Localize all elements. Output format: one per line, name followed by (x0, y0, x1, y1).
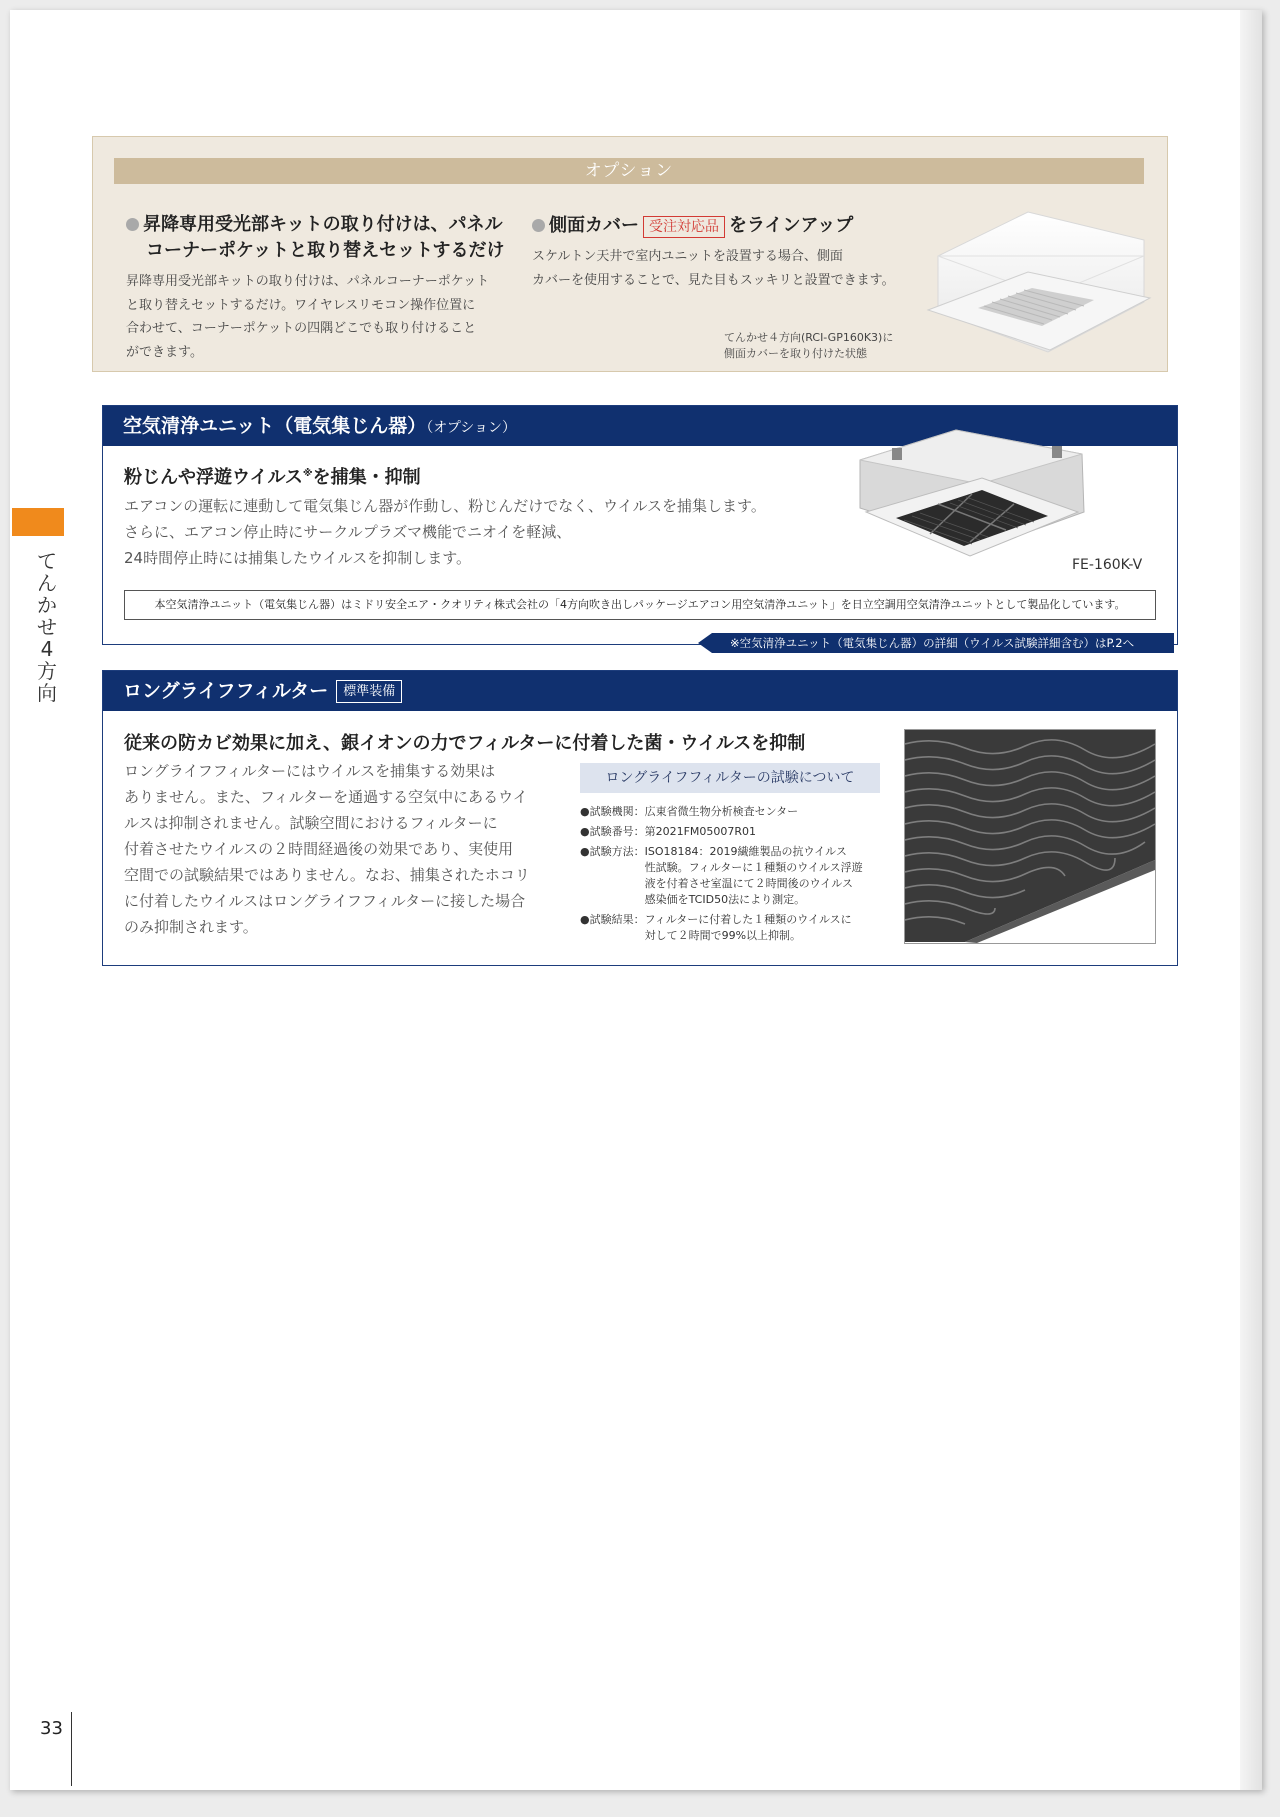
side-cover-caption: てんかせ４方向(RCI-GP160K3)に 側面カバーを取り付けた状態 (724, 331, 894, 360)
bullet-icon (532, 219, 545, 232)
option-left-heading: 昇降専用受光部キットの取り付けは、パネル (126, 212, 506, 238)
air-cleaner-body: エアコンの運転に連動して電気集じん器が作動し、粉じんだけでなく、ウイルスを捕集します。 さらに、エアコン停止時にサークルプラズマ機能でニオイを軽減、 24時間停止時には捕集したウイルスを抑制します。 (124, 497, 766, 567)
filter-test-list (580, 804, 890, 948)
option-right-heading: 側面カバー 受注対応品 をラインアップ (532, 213, 902, 239)
air-cleaner-unit-image (852, 424, 1092, 564)
page-number-rule (71, 1712, 72, 1786)
option-left-body: 昇降専用受光部キットの取り付けは、パネルコーナーポケット と取り替えセットするだけ。ワイヤレスリモコン操作位置に 合わせて、コーナーポケットの四隅どこでも取り付けること ができます。 (126, 274, 490, 360)
air-cleaner-note: 本空気清浄ユニット（電気集じん器）はミドリ安全エア・クオリティ株式会社の「4方向吹き出しパッケージエアコン用空気清浄ユニット」を日立空調用空気清浄ユニットとして製品化しています。 (124, 590, 1156, 620)
filter-image-frame (904, 729, 1156, 944)
filter-body: ロングライフフィルターにはウイルスを捕集する効果は ありません。また、フィルターを通過する空気中にあるウイ ルスは抑制されません。試験空間におけるフィルターに 付着させたウイルスの２時間経過後の効果であり、実使用 空間での試験結果ではありません。なお、捕集されたホコリ に付着したウイルスはロングライフフィルターに接した場合 のみ抑制されます。 (124, 762, 530, 936)
tab-char: ん (37, 571, 57, 595)
standard-badge: 標準装備 (336, 680, 402, 703)
test-row: ●試験番号： 第2021FM05007R01 (580, 825, 757, 838)
test-row: ●試験結果： フィルターに付着した１種類のウイルスに 対して２時間で99%以上抑制。 (580, 913, 852, 942)
side-cover-unit-image (918, 206, 1154, 356)
bullet-icon (126, 218, 139, 231)
test-row: ●試験機関： 広東省微生物分析検査センター (580, 805, 799, 818)
section-tab-marker (12, 508, 64, 536)
filter-header: ロングライフフィルター 標準装備 (103, 671, 1177, 711)
tab-char: 向 (37, 681, 57, 705)
made-to-order-badge: 受注対応品 (643, 216, 725, 238)
option-right-block (532, 213, 902, 292)
section-tab-label (32, 550, 62, 704)
option-left-block (126, 212, 506, 364)
option-right-body: スケルトン天井で室内ユニットを設置する場合、側面 カバーを使用することで、見た目もスッキリと設置できます。 (532, 249, 895, 288)
tab-char: せ (37, 615, 57, 639)
filter-test-title: ロングライフフィルターの試験について (580, 763, 880, 793)
air-cleaner-header: 空気清浄ユニット（電気集じん器）（オプション） (103, 406, 1177, 446)
page-number: 33 (40, 1718, 63, 1739)
page-edge (1240, 10, 1262, 1790)
option-left-heading-line2: コーナーポケットと取り替えセットするだけ (146, 240, 505, 261)
tab-char: 方 (37, 659, 57, 683)
tab-char: 4 (40, 637, 54, 661)
air-cleaner-model: FE-160K-V (1072, 557, 1143, 573)
test-row: ●試験方法： ISO18184：2019繊維製品の抗ウイルス 性試験。フィルターに１種類のウイルス浮遊 液を付着させ室温にて２時間後のウイルス 感染価をTCID50法により測定。 (580, 845, 863, 906)
tab-char: か (37, 593, 57, 617)
filter-image (905, 730, 1155, 943)
filter-subhead: 従来の防カビ効果に加え、銀イオンの力でフィルターに付着した菌・ウイルスを抑制 (124, 733, 806, 754)
tab-char: て (37, 549, 57, 573)
air-cleaner-subhead: 粉じんや浮遊ウイルス※を捕集・抑制 (124, 467, 421, 488)
detail-reference-link[interactable]: ※空気清浄ユニット（電気集じん器）の詳細（ウイルス試験詳細含む）はP.2へ (712, 633, 1174, 653)
option-title-bar: オプション (114, 158, 1144, 184)
